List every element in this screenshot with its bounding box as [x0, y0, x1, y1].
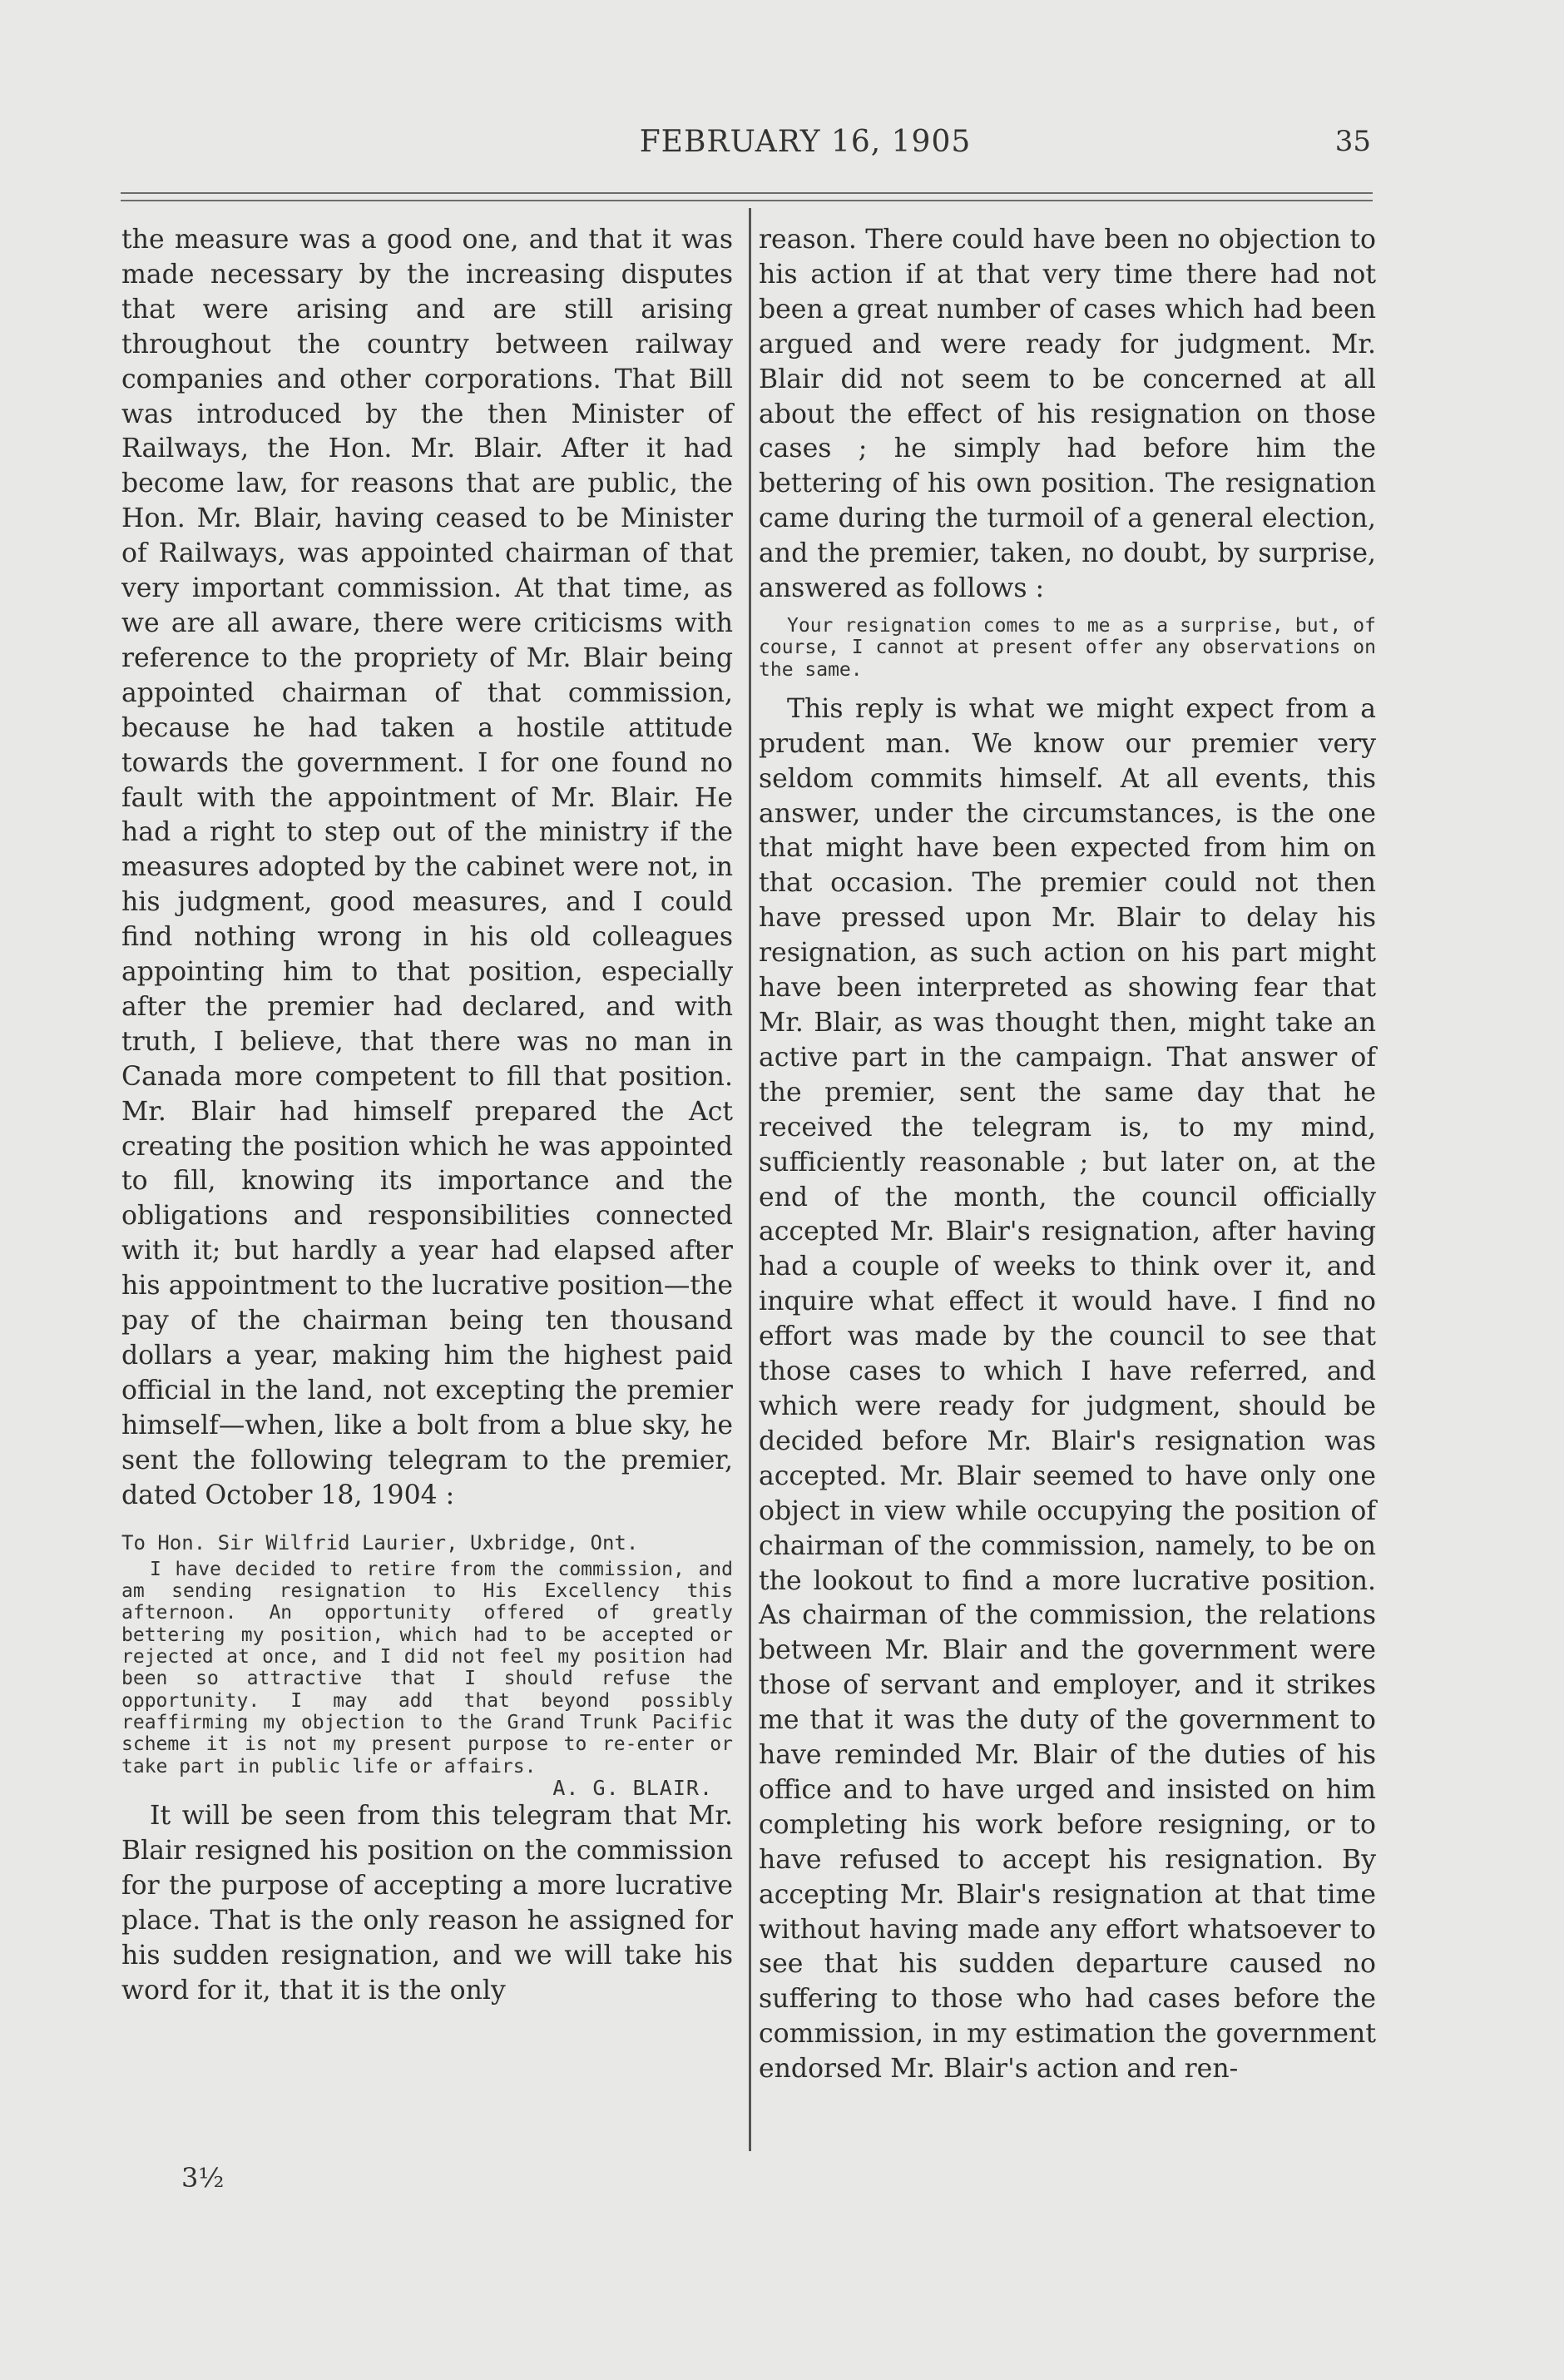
right-column	[759, 223, 1376, 2087]
header-rule-bottom	[121, 200, 1373, 201]
premier-reply: Your resignation comes to me as a surprise, but, of course, I cannot at present offer any observations on the same.	[759, 614, 1376, 681]
telegram-body: I have decided to retire from the commission, and am sending resignation to His Excellency this afternoon. An opportunity offered of greatly bettering my position, which had to be accepted or rejected at once, and I did not feel my position had been so attractive that I should refuse the opportunity. I may add that beyond possibly reaffirming my objection to the Grand Trunk Pacific scheme it is not my present purpose to re-enter or take part in public life or affairs.	[121, 1558, 733, 1778]
page-header	[123, 125, 1371, 166]
right-paragraph-2: This reply is what we might expect from a prudent man. We know our premier very seldom commits himself. At all events, this answer, under the circumstances, is the one that might have been expected from him on that occasion. The premier could not then have pressed upon Mr. Blair to delay his resignation, as such action on his part might have been interpreted as showing fear that Mr. Blair, as was thought then, might take an active part in the campaign. That answer of the premier, sent the same day that he received the telegram is, to my mind, sufficiently reasonable ; but later on, at the end of the month, the council officially accepted Mr. Blair's resignation, after having had a couple of weeks to think over it, and inquire what effect it would have. I find no effort was made by the council to see that those cases to which I have referred, and which were ready for judgment, should be decided before Mr. Blair's resignation was accepted. Mr. Blair seemed to have only one object in view while occupying the position of chairman of the commission, namely, to be on the lookout to find a more lucrative position. As chairman of the commission, the relations between Mr. Blair and the government were those of servant and employer, and it strikes me that it was the duty of the government to have reminded Mr. Blair of the duties of his office and to have urged and insisted on him completing his work before resigning, or to have refused to accept his resignation. By accepting Mr. Blair's resignation at that time without having made any effort whatsoever to see that his sudden departure caused no suffering to those who had cases before the commission, in my estimation the government endorsed Mr. Blair's action and ren-	[759, 693, 1376, 2085]
telegram-signature: A. G. BLAIR.	[552, 1775, 713, 1800]
page-number: 35	[1334, 125, 1371, 158]
right-paragraph-1: reason. There could have been no objection to his action if at that very time there had not been a great number of cases which had been argued and were ready for judgment. Mr. Blair did not seem to be concerned at all about the effect of his resignation on those cases ; he simply had before him the bettering of his own position. The resignation came during the turmoil of a general election, and the premier, taken, no doubt, by surprise, answered as follows :	[759, 225, 1376, 604]
column-divider	[749, 208, 751, 2151]
left-paragraph-1: the measure was a good one, and that it was made necessary by the increasing disputes that were arising and are still arising throughout the country between railway companies and other corporations. That Bill was introduced by the then Minister of Railways, the Hon. Mr. Blair. After it had become law, for reasons that are public, the Hon. Mr. Blair, having ceased to be Minister of Railways, was appointed chairman of that very important commission. At that time, as we are all aware, there were criticisms with reference to the propriety of Mr. Blair being appointed chairman of that commission, because he had taken a hostile attitude towards the government. I for one found no fault with the appointment of Mr. Blair. He had a right to step out of the ministry if the measures adopted by the cabinet were not, in his judgment, good measures, and I could find nothing wrong in his old colleagues appointing him to that position, especially after the premier had declared, and with truth, I believe, that there was no man in Canada more competent to fill that position. Mr. Blair had himself prepared the Act creating the position which he was appointed to fill, knowing its importance and the obligations and responsibilities connected with it; but hardly a year had elapsed after his appointment to the lucrative position—the pay of the chairman being ten thousand dollars a year, making him the highest paid official in the land, not excepting the premier himself—when, like a bolt from a blue sky, he sent the following telegram to the premier, dated October 18, 1904 :	[121, 225, 733, 1510]
header-rule-top	[121, 192, 1373, 194]
left-column	[121, 223, 733, 2009]
folio-mark: 3½	[181, 2162, 225, 2194]
header-date: FEBRUARY 16, 1905	[639, 125, 972, 159]
left-paragraph-2: It will be seen from this telegram that Mr. Blair resigned his position on the commission for the purpose of accepting a more lucrative place. That is the only reason he assigned for his sudden resignation, and we will take his word for it, that it is the only	[121, 1801, 733, 2006]
telegram-address: To Hon. Sir Wilfrid Laurier, Uxbridge, Ont.	[121, 1530, 639, 1554]
